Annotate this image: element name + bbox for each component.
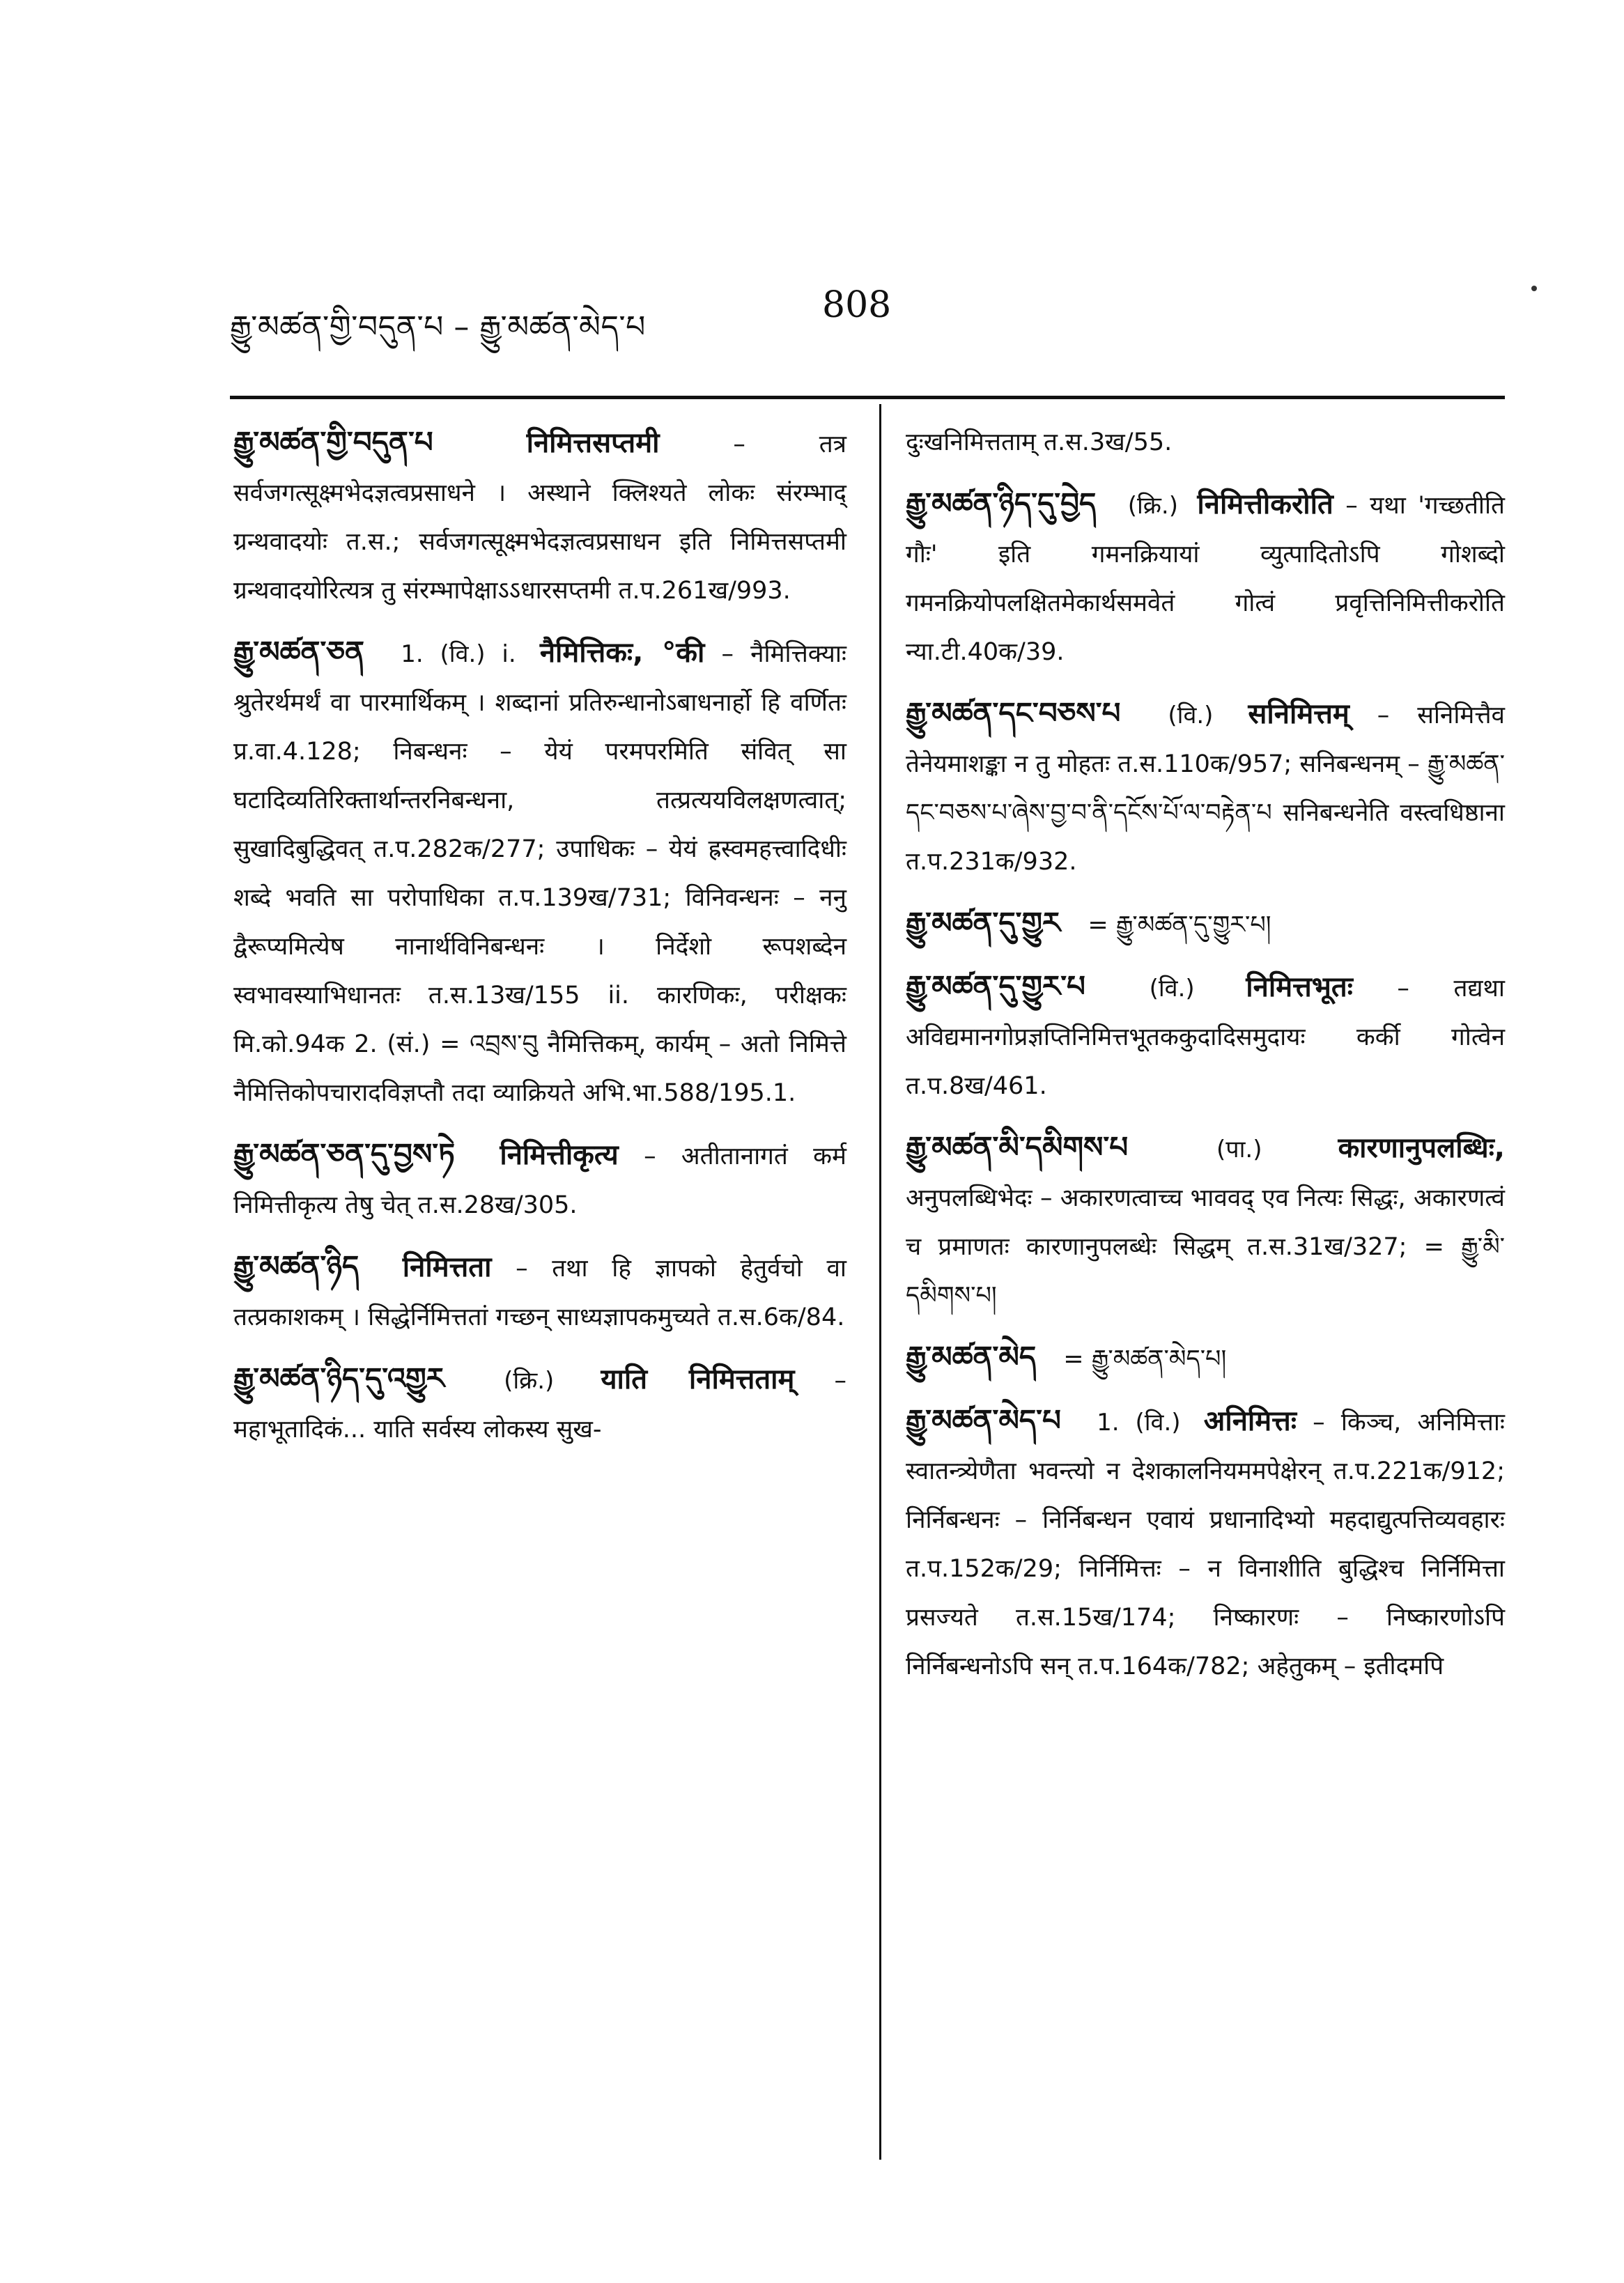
grammar-label: (वि.): [1149, 975, 1195, 1003]
tibetan-headword: རྒྱུ་མཚན་མེད: [906, 1340, 1037, 1374]
tibetan-headword: རྒྱུ་མཚན་ཉིད་དུ་བྱེད: [906, 486, 1097, 520]
sanskrit-equivalent: कारणानुपलब्धिः,: [1338, 1132, 1505, 1164]
tibetan-headword: རྒྱུ་མཚན་གྱི་བདུན་པ: [233, 425, 433, 459]
grammar-label: (क्रि.): [1127, 492, 1178, 520]
entry: [233, 1242, 846, 1342]
entry-text: = རྒྱུ་མཚན་མེད་པ།: [1063, 1345, 1227, 1373]
tibetan-headword: རྒྱུ་མཚན་མེད་པ: [906, 1403, 1061, 1437]
tibetan-headword: རྒྱུ་མཚན་ཉིད་དུ་འགྱུར: [233, 1361, 445, 1395]
sanskrit-equivalent: अनिमित्तः: [1203, 1405, 1297, 1437]
sanskrit-equivalent: सनिमित्तम्: [1248, 698, 1350, 730]
grammar-label: (क्रि.): [504, 1367, 555, 1395]
entry: [233, 418, 846, 615]
running-head: རྒྱུ་མཚན་གྱི་བདུན་པ – རྒྱུ་མཚན་མེད་པ: [230, 309, 646, 345]
tibetan-headword: རྒྱུ་མཚན་དང་བཅས་པ: [906, 696, 1121, 730]
entry: [906, 1333, 1505, 1384]
sanskrit-equivalent: याति निमित्तताम्: [601, 1363, 795, 1395]
grammar-label: (वि.): [1168, 702, 1214, 729]
tibetan-headword: རྒྱུ་མཚན་ཅན: [233, 635, 365, 669]
page-number: 808: [822, 284, 892, 326]
entry: [906, 1123, 1505, 1320]
grammar-label: 1. (वि.) i.: [401, 640, 516, 668]
sanskrit-equivalent: निमित्तसप्तमी: [526, 427, 660, 459]
stray-dot: [1531, 286, 1537, 291]
grammar-label: 1. (वि.): [1097, 1409, 1181, 1437]
entry: [906, 899, 1505, 950]
entry-text: – नैमित्तिक्याः श्रुतेरर्थमर्थं वा पारमार्थिकम् । शब्दानां प्रतिरुन्धानोऽबाधनार्हो हि वर्णितः प्र.वा.4.128; निबन्धनः – येयं परमपरमिति संवित् सा घटादिव्यतिरिक्तार्थान्तरनिबन्धना, तत्प्रत्ययविलक्षणत्वात्; सुखादिबुद्धिवत् त.प.282क/277; उपाधिकः – येयं ह्रस्वमहत्त्वादिधीः शब्दे भवति सा परोपाधिका त.प.139ख/731; विनिवन्धनः – ननु द्वैरूप्यमित्येष नानार्थविनिबन्धनः । निर्देशो रूपशब्देन स्वभावस्याभिधानतः त.स.13ख/155 ii. कारणिकः, परीक्षकः मि.को.94क 2. (सं.) = འབྲས་བུ नैमित्तिकम्, कार्यम् – अतो निमित्ते नैमित्तिकोपचारादविज्ञप्तौ तदा व्याक्रियते अभि.भा.588/195.1.: [233, 640, 846, 1107]
tibetan-headword: རྒྱུ་མཚན་མི་དམིགས་པ: [906, 1130, 1129, 1164]
sanskrit-equivalent: निमित्तभूतः: [1246, 971, 1353, 1003]
grammar-label: (पा.): [1216, 1136, 1262, 1163]
entry: [233, 1354, 846, 1454]
sanskrit-equivalent: निमित्तीकृत्य: [500, 1139, 619, 1171]
entry-text: – तत्र सर्वजगत्सूक्ष्मभेदज्ञत्वप्रसाधने । अस्थाने क्लिश्यते लोकः संरम्भाद् ग्रन्थवादयोः त.स.; सर्वजगत्सूक्ष्मभेदज्ञत्वप्रसाधन इति निमित्तसप्तमी ग्रन्थवादयोरित्यत्र तु संरम्भापेक्षाऽऽधारसप्तमी त.प.261ख/993.: [233, 431, 846, 605]
tibetan-headword: རྒྱུ་མཚན་དུ་གྱུར: [906, 906, 1061, 940]
entry-text: – तद्यथा अविद्यमानगोप्रज्ञप्तिनिमित्तभूतककुदादिसमुदायः कर्की गोत्वेन त.प.8ख/461.: [906, 975, 1505, 1100]
entry: [906, 479, 1505, 676]
sanskrit-equivalent: नैमित्तिकः, °की: [539, 637, 705, 669]
tibetan-headword: རྒྱུ་མཚན་ཉིད: [233, 1249, 359, 1283]
sanskrit-equivalent: निमित्तता: [402, 1251, 492, 1283]
entry: [906, 1396, 1505, 1691]
entry-text: – तथा हि ज्ञापको हेतुर्वचो वा तत्प्रकाशकम् । सिद्धेर्निमित्ततां गच्छन् साध्यज्ञापकमुच्यते त.स.6क/84.: [233, 1255, 846, 1331]
entry: [906, 418, 1505, 467]
right-column: [906, 418, 1505, 1703]
entry-text: – सनिमित्तैव तेनेयमाशङ्का न तु मोहतः त.स.110क/957; सनिबन्धनम् – རྒྱུ་མཚན་དང་བཅས་པ་ཞེས་བྱ་བ་ནི་དངོས་པོ་ལ་བརྟེན་པ सनिबन्धनेति वस्त्वधिष्ठाना त.प.231क/932.: [906, 702, 1505, 876]
column-divider: [879, 404, 881, 2160]
tibetan-headword: རྒྱུ་མཚན་ཅན་དུ་བྱས་ཏེ: [233, 1137, 455, 1171]
entry-text: = རྒྱུ་མཚན་དུ་གྱུར་པ།: [1088, 911, 1271, 939]
entry-text: दुःखनिमित्तताम् त.स.3ख/55.: [906, 428, 1173, 456]
tibetan-headword: རྒྱུ་མཚན་དུ་གྱུར་པ: [906, 969, 1085, 1003]
entry-text: – अतीतानागतं कर्म निमित्तीकृत्य तेषु चेत् त.स.28ख/305.: [233, 1143, 846, 1219]
entry: [233, 628, 846, 1117]
entry: [233, 1130, 846, 1230]
entry-text: – महाभूतादिकं... याति सर्वस्य लोकस्य सुख-: [233, 1367, 846, 1444]
sanskrit-equivalent: निमित्तीकरोति: [1197, 488, 1333, 520]
left-column: [233, 418, 846, 1466]
header-rule: [230, 396, 1505, 399]
entry-text: अनुपलब्धिभेदः – अकारणत्वाच्च भाववद् एव नित्यः सिद्धः, अकारणत्वं च प्रमाणतः कारणानुपलब्धेः सिद्धम् त.स.31ख/327; = རྒྱུ་མི་དམིགས་པ།: [906, 1184, 1505, 1310]
entry-text: – किञ्च, अनिमित्ताः स्वातन्त्र्येणैता भवन्त्यो न देशकालनियममपेक्षेरन् त.प.221क/912; निर्निबन्धनः – निर्निबन्धन एवायं प्रधानादिभ्यो महदाद्युत्पत्तिव्यवहारः त.प.152क/29; निर्निमित्तः – न विनाशीति बुद्धिश्च निर्निमित्ता प्रसज्यते त.स.15ख/174; निष्कारणः – निष्कारणोऽपि निर्निबन्धनोऽपि सन् त.प.164क/782; अहेतुकम् – इतीदमपि: [906, 1409, 1505, 1680]
entry-text: – यथा 'गच्छतीति गौः' इति गमनक्रियायां व्युत्पादितोऽपि गोशब्दो गमनक्रियोपलक्षितमेकार्थसमवेतं गोत्वं प्रवृत्तिनिमित्तीकरोति न्या.टी.40क/39.: [906, 492, 1505, 666]
entry: [906, 689, 1505, 886]
entry: [906, 962, 1505, 1110]
